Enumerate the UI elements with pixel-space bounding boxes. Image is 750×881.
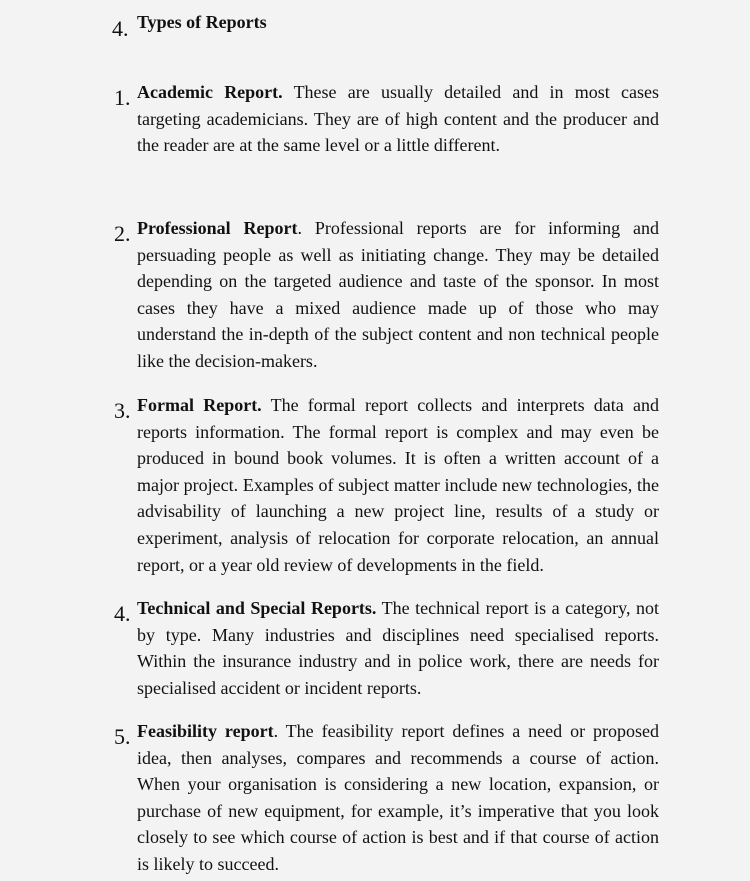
list-item-paragraph [137,595,659,701]
list-item-text: These are usually detailed and in most cases targeting academicians. They are of high content and the producer and the reader are at the same level or a little different. [137,82,659,156]
list-item-title: Feasibility report [137,721,274,741]
section-number: 4. [112,16,129,41]
list-item-number: 1. [114,85,131,110]
list-item-number: 3. [114,398,131,423]
list-item-text: The technical report is a category, not by type. Many industries and disciplines need specialised reports. Within the insurance industry and in police work, there are needs for specialised accident or incident reports. [137,598,659,698]
list-item-feasibility-report [114,718,659,878]
list-item-academic-report [114,79,659,159]
list-item-title: Academic Report. [137,82,283,102]
list-item-number: 4. [114,601,131,626]
list-item-text: . Professional reports are for informing and persuading people as well as initiating change. They may be detailed depending on the targeted audience and taste of the sponsor. In most cases they have a mixed audience made up of those who may understand the in-depth of the subject content and non technical people like the decision-makers. [137,218,659,371]
list-item-title: Technical and Special Reports. [137,598,377,618]
list-item-text: The formal report collects and interprets data and reports information. The formal report is complex and may even be produced in bound book volumes. It is often a written account of a major project. Examples of subject matter include new technologies, the advisability of launching a new project line, results of a study or experiment, analysis of relocation for corporate relocation, an annual report, or a year old review of developments in the field. [137,395,659,575]
list-item-paragraph [137,718,659,878]
list-item-professional-report [114,215,659,375]
list-item-paragraph [137,215,659,375]
list-item-paragraph [137,79,659,159]
list-item-paragraph [137,392,659,578]
list-item-formal-report [114,392,659,578]
list-item-title: Formal Report. [137,395,262,415]
list-item-title: Professional Report [137,218,298,238]
section-title: Types of Reports [137,12,267,32]
list-item-technical-special-reports [114,595,659,701]
list-item-text: . The feasibility report defines a need or proposed idea, then analyses, compares and recommends a course of action. When your organisation is considering a new location, expansion, or purchase of new equipment, for example, it’s imperative that you look closely to see which course of action is best and if that course of action is likely to succeed. [137,721,659,874]
list-item-number: 5. [114,724,131,749]
list-item-number: 2. [114,221,131,246]
